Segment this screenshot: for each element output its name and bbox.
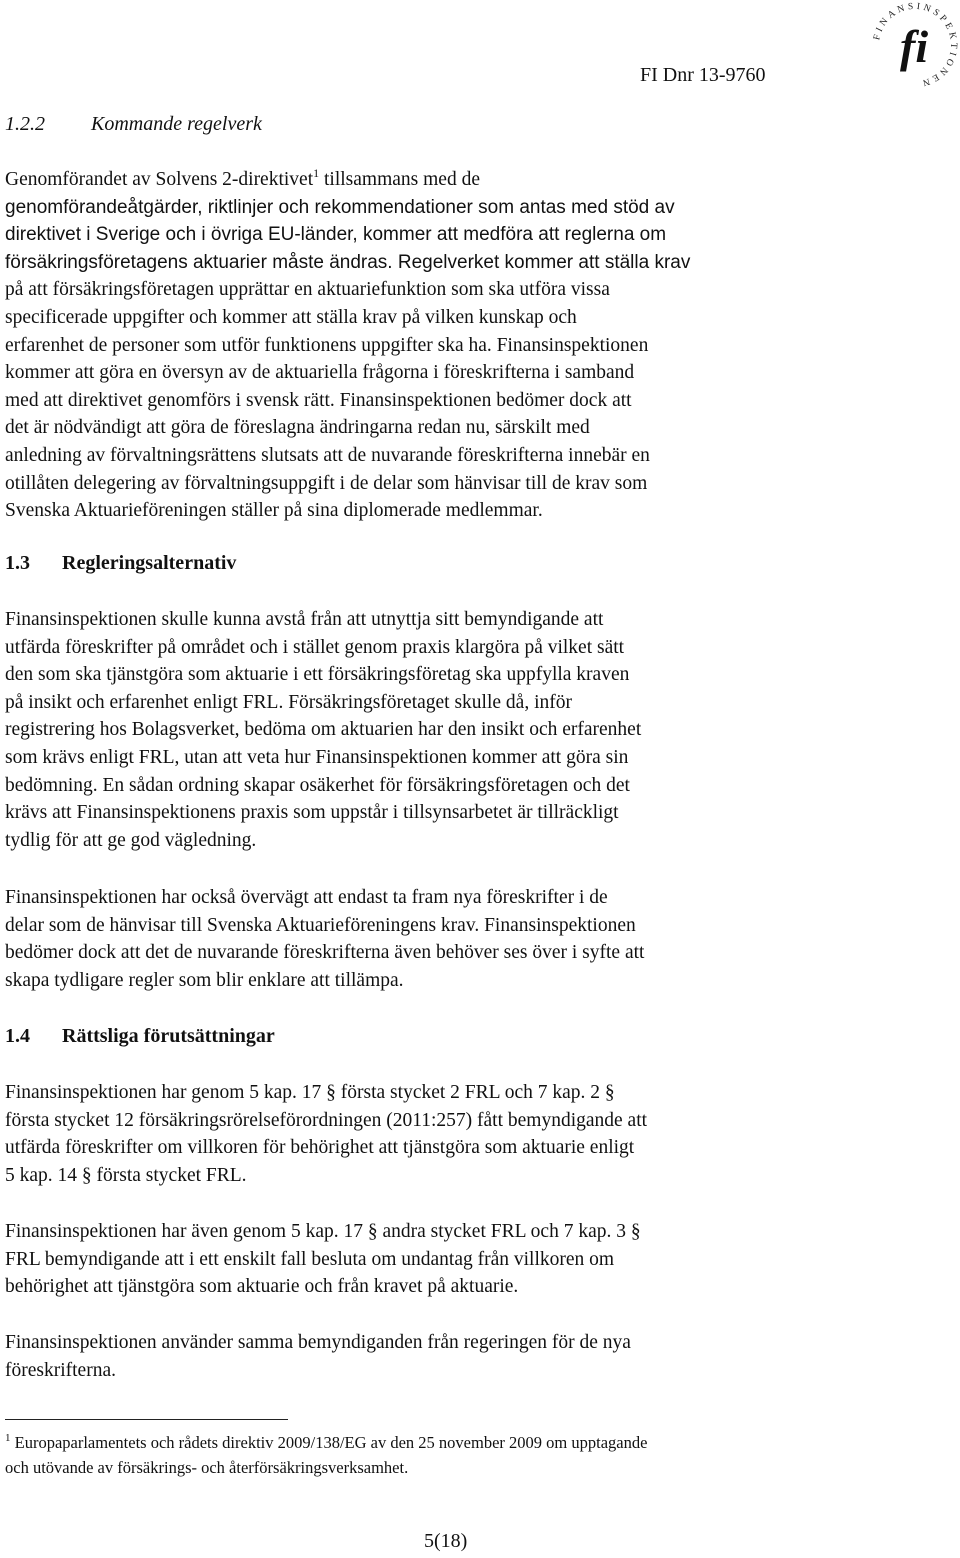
- page-number: 5(18): [424, 1530, 468, 1552]
- section-heading-1-3: [5, 552, 236, 575]
- paragraph-kommande-regelverk: [5, 166, 955, 525]
- text-line: Finansinspektionen använder samma bemyndiganden från regeringen för de nya: [5, 1332, 631, 1353]
- text-line: föreskrifterna.: [5, 1359, 116, 1381]
- text-line: FRL bemyndigande att i ett enskilt fall besluta om undantag från villkoren om: [5, 1248, 615, 1270]
- text-line: den som ska tjänstgöra som aktuarie i ett försäkringsföretag ska uppfylla kraven: [5, 664, 630, 686]
- text-line: krävs att Finansinspektionens praxis som uppstår i tillsynsarbetet är tillräckligt: [5, 802, 619, 824]
- svg-text:fi: fi: [900, 21, 929, 72]
- footnote: [5, 1430, 647, 1480]
- text-line: försäkringsföretagens aktuarier måste ändras. Regelverket kommer att ställa krav: [5, 251, 691, 273]
- footnote-reference[interactable]: 1: [313, 165, 320, 180]
- text-line: 5 kap. 14 § första stycket FRL.: [5, 1164, 247, 1186]
- text-line: utfärda föreskrifter om villkoren för behörighet att tjänstgöra som aktuarie enligt: [5, 1137, 635, 1159]
- section-number: 1.2.2: [5, 113, 45, 135]
- text-line: utfärda föreskrifter på området och i stället genom praxis klargöra på vilket sätt: [5, 636, 625, 658]
- text-line: delar som de hänvisar till Svenska Aktuarieföreningens krav. Finansinspektionen: [5, 914, 636, 936]
- text-line: första stycket 12 försäkringsrörelseförordningen (2011:257) fått bemyndigande att: [5, 1109, 648, 1131]
- text-line: bedömer dock att det de nuvarande föreskrifterna även behöver ses över i syfte att: [5, 942, 645, 964]
- text-line: direktivet i Sverige och i övriga EU-länder, kommer att medföra att reglerna om: [5, 224, 667, 246]
- text-line: genomförandeåtgärder, riktlinjer och rekommendationer som antas med stöd av: [5, 196, 675, 218]
- section-title: Kommande regelverk: [91, 113, 262, 135]
- footnote-line: och utövande av försäkrings- och återförsäkringsverksamhet.: [5, 1458, 409, 1477]
- text-line: erfarenhet de personer som utför funktionens uppgifter ska ha. Finansinspektionen: [5, 334, 649, 356]
- footnote-marker: 1: [5, 1431, 11, 1444]
- text-line: Genomförandet av Solvens 2-direktivet$^1$ tillsammans med de: [5, 165, 480, 190]
- section-title: Rättsliga förutsättningar: [62, 1025, 275, 1047]
- section-number: 1.3: [5, 552, 30, 574]
- section-heading-1-2-2: [5, 113, 262, 136]
- text-line: anledning av förvaltningsrättens slutsats att de nuvarande föreskrifterna innebär en: [5, 444, 650, 466]
- section-number: 1.4: [5, 1025, 30, 1047]
- text-line: som krävs enligt FRL, utan att veta hur Finansinspektionen kommer att göra sin: [5, 746, 629, 768]
- text-line: med att direktivet genomförs i svensk rätt. Finansinspektionen bedömer dock att: [5, 389, 632, 411]
- text-line: otillåten delegering av förvaltningsuppgift i de delar som hänvisar till de krav som: [5, 472, 648, 494]
- document-reference: FI Dnr 13-9760: [640, 64, 766, 86]
- text-line: Finansinspektionen har också övervägt att endast ta fram nya föreskrifter i de: [5, 887, 608, 908]
- finansinspektionen-logo: [872, 2, 958, 88]
- text-line: Finansinspektionen har genom 5 kap. 17 § första stycket 2 FRL och 7 kap. 2 §: [5, 1082, 615, 1103]
- text-line: det är nödvändigt att göra de föreslagna ändringarna redan nu, särskilt med: [5, 417, 590, 439]
- logo-icon: [872, 2, 958, 88]
- text-line: skapa tydligare regler som blir enklare att tillämpa.: [5, 969, 404, 991]
- paragraph-regleringsalternativ-1: [5, 606, 955, 854]
- paragraph-rattsliga-2: [5, 1218, 955, 1301]
- section-heading-1-4: [5, 1025, 275, 1048]
- svg-text:FINANSINSPEKTIONEN: FINANSINSPEKTIONEN: [872, 2, 958, 88]
- paragraph-regleringsalternativ-2: [5, 884, 955, 994]
- text-line: specificerade uppgifter och kommer att ställa krav på vilken kunskap och: [5, 306, 577, 328]
- text-line: behörighet att tjänstgöra som aktuarie och från kravet på aktuarie.: [5, 1276, 519, 1298]
- section-title: Regleringsalternativ: [62, 552, 237, 574]
- text-line: Finansinspektionen skulle kunna avstå från att utnyttja sitt bemyndigande att: [5, 609, 604, 630]
- text-line: bedömning. En sådan ordning skapar osäkerhet för försäkringsföretagen och det: [5, 774, 630, 796]
- text-line: kommer att göra en översyn av de aktuariella frågorna i föreskrifterna i samband: [5, 362, 635, 384]
- text-line: Finansinspektionen har även genom 5 kap. 17 § andra stycket FRL och 7 kap. 3 §: [5, 1221, 641, 1242]
- paragraph-rattsliga-3: [5, 1329, 955, 1384]
- text-line: på att försäkringsföretagen upprättar en aktuariefunktion som ska utföra vissa: [5, 279, 610, 301]
- footnote-separator: [5, 1419, 288, 1420]
- paragraph-rattsliga-1: [5, 1079, 955, 1189]
- footnote-line: $^1$ Europaparlamentets och rådets direktiv 2009/138/EG av den 25 november 2009 om upptagande: [5, 1431, 648, 1452]
- text-line: på insikt och erfarenhet enligt FRL. Försäkringsföretaget skulle då, inför: [5, 691, 572, 713]
- text-line: tydlig för att ge god vägledning.: [5, 829, 257, 851]
- text-line: Svenska Aktuarieföreningen ställer på sina diplomerade medlemmar.: [5, 500, 543, 522]
- text-line: registrering hos Bolagsverket, bedöma om aktuarien har den insikt och erfarenhet: [5, 719, 642, 741]
